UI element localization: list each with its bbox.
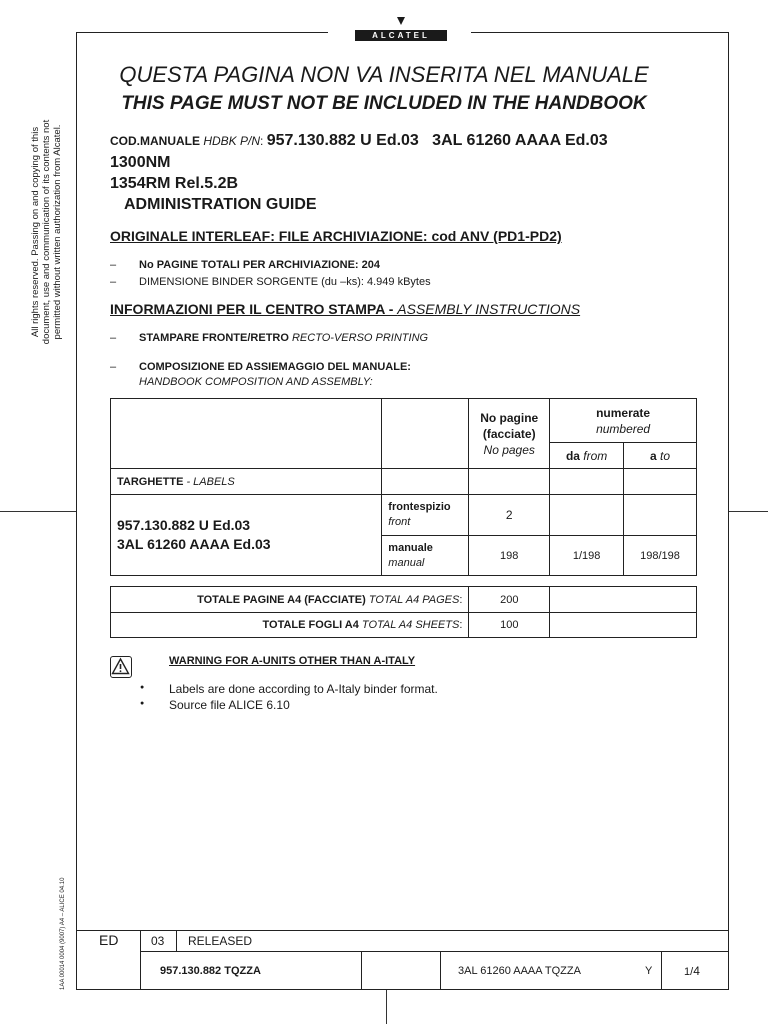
bullet-2: ● [140,700,145,707]
warning-triangle-icon [110,656,132,678]
facciate-label: (facciate) [482,426,536,441]
front-label: front [388,516,411,528]
bottom-fold-mark [386,990,387,1024]
table-row [111,495,697,536]
total-sheets-value: 100 [469,613,550,638]
frontespizio-label: frontespizio [388,501,451,513]
footer-y: Y [645,965,653,977]
binder-size-item: DIMENSIONE BINDER SORGENTE (du –ks): 4.949 kBytes [139,276,431,288]
header-to [624,443,697,469]
manual-from-cell: 1/198 [550,536,624,576]
footer-vline-4 [440,951,441,990]
from-label: from [583,448,608,463]
targhette-blank-3 [550,469,624,495]
print-center-heading [110,301,580,317]
assembly-table [110,398,697,576]
cod-part1: 957.130.882 U Ed.03 [266,132,419,149]
a-label: a [650,448,657,463]
warning-bullet-2: Source file ALICE 6.10 [169,698,290,712]
footer-top-rule [76,930,729,931]
interleaf-heading: ORIGINALE INTERLEAF: FILE ARCHIVIAZIONE: cod ANV (PD1-PD2) [110,228,562,244]
front-pages-cell: 2 [469,495,550,536]
left-fold-mark [0,511,76,512]
table-row [111,613,697,638]
cod-colon: : [260,134,264,148]
table-code2: 3AL 61260 AAAA Ed.03 [117,536,271,552]
title-italian: QUESTA PAGINA NON VA INSERITA NEL MANUALE [119,62,649,87]
footer-vline-3 [361,951,362,990]
total-sheets-blank [550,613,697,638]
front-from-cell [550,495,624,536]
total-pages-item: No PAGINE TOTALI PER ARCHIVIAZIONE: 204 [139,259,381,271]
print-heading-it: INFORMAZIONI PER IL CENTRO STAMPA - [110,301,398,317]
footer-vline-1 [140,930,141,990]
header-from [550,443,624,469]
numerate-label: numerate [596,405,651,420]
right-fold-mark [729,511,768,512]
header-numerate [550,399,697,443]
footer-ed-label: ED [99,932,119,948]
fronte-it: STAMPARE FRONTE/RETRO [139,332,292,344]
title-english: THIS PAGE MUST NOT BE INCLUDED IN THE HANDBOOK [121,93,647,114]
cod-label-en: HDBK P/N [203,134,261,148]
footer-page: 1/ [684,966,694,978]
footer-ed-number: 03 [151,934,165,948]
total-sheets-colon: : [459,619,463,631]
manuale-cell [382,536,469,576]
doc-type: ADMINISTRATION GUIDE [124,196,317,213]
total-sheets-en: TOTAL A4 SHEETS [361,619,460,631]
manual-label: manual [388,556,425,569]
fronte-en: RECTO-VERSO PRINTING [291,332,429,344]
targhette-label: TARGHETTE [117,475,184,488]
header-blank-2 [382,399,469,469]
fronte-retro-item [139,332,428,344]
total-pages-value: 200 [469,587,550,613]
labels-label: - LABELS [183,475,235,488]
alcatel-logo: ALCATEL [355,30,447,41]
comp-dash: – [110,361,117,373]
manual-to-cell: 198/198 [624,536,697,576]
targhette-blank-1 [382,469,469,495]
da-label: da [565,448,580,463]
to-label: to [660,448,671,463]
cod-part2: 3AL 61260 AAAA Ed.03 [432,132,608,149]
footer-code: 957.130.882 TQZZA [160,965,261,977]
manuale-label: manuale [388,541,433,554]
warning-bullet-1: Labels are done according to A-Italy binder format. [169,682,438,696]
binder-dash: – [110,276,117,288]
manual-code-line [110,132,608,150]
form-code: 1AA 00014 0004 (9007) A4 – ALICE 04.10 [60,877,66,990]
no-pagine-label: No pagine [480,410,539,425]
footer-page-number [684,964,700,978]
composition-item: COMPOSIZIONE ED ASSIEMAGGIO DEL MANUALE: [139,361,411,373]
table-code1: 957.130.882 U Ed.03 [117,517,251,533]
targhette-blank-4 [624,469,697,495]
targhette-blank-2 [469,469,550,495]
total-pages-it: TOTALE PAGINE A4 (FACCIATE) [197,593,369,606]
manual-code-cell [111,495,382,576]
total-sheets-label [111,613,469,638]
footer-vline-5 [661,951,662,990]
front-to-cell [624,495,697,536]
product-1300nm: 1300NM [110,154,171,171]
product-1354rm: 1354RM Rel.5.2B [110,175,239,192]
logo-triangle-icon [397,17,405,25]
footer-page-total: 4 [693,964,700,978]
header-blank-1 [111,399,382,469]
total-pages-blank [550,587,697,613]
total-pages-en: TOTAL A4 PAGES [368,593,460,606]
rights-notice: All rights reserved. Passing on and copying of this document, use and communication of its contents not permitted without written authorization from Alcatel. [30,119,63,345]
table-row [111,469,697,495]
no-pages-label: No pages [483,442,535,457]
frontespizio-cell [382,495,469,536]
bullet-1: ● [140,684,145,691]
total-pages-colon: : [459,593,463,606]
print-heading-en: ASSEMBLY INSTRUCTIONS [397,301,581,317]
footer-code-2: 3AL 61260 AAAA TQZZA [458,965,581,977]
header-no-pagine [469,399,550,469]
footer-vline-2 [176,930,177,951]
targhette-cell [111,469,382,495]
pages-dash: – [110,259,117,271]
totals-table [110,586,697,638]
footer-status: RELEASED [188,934,253,948]
total-pages-label [111,587,469,613]
cod-label: COD.MANUALE [110,134,200,148]
composition-item-en: HANDBOOK COMPOSITION AND ASSEMBLY: [139,376,373,388]
footer-mid-rule [140,951,729,952]
numbered-label: numbered [596,421,651,436]
table-row [111,587,697,613]
manual-pages-cell: 198 [469,536,550,576]
warning-title: WARNING FOR A-UNITS OTHER THAN A-ITALY [169,655,416,667]
total-sheets-it: TOTALE FOGLI A4 [262,619,362,631]
fronte-dash: – [110,332,117,344]
